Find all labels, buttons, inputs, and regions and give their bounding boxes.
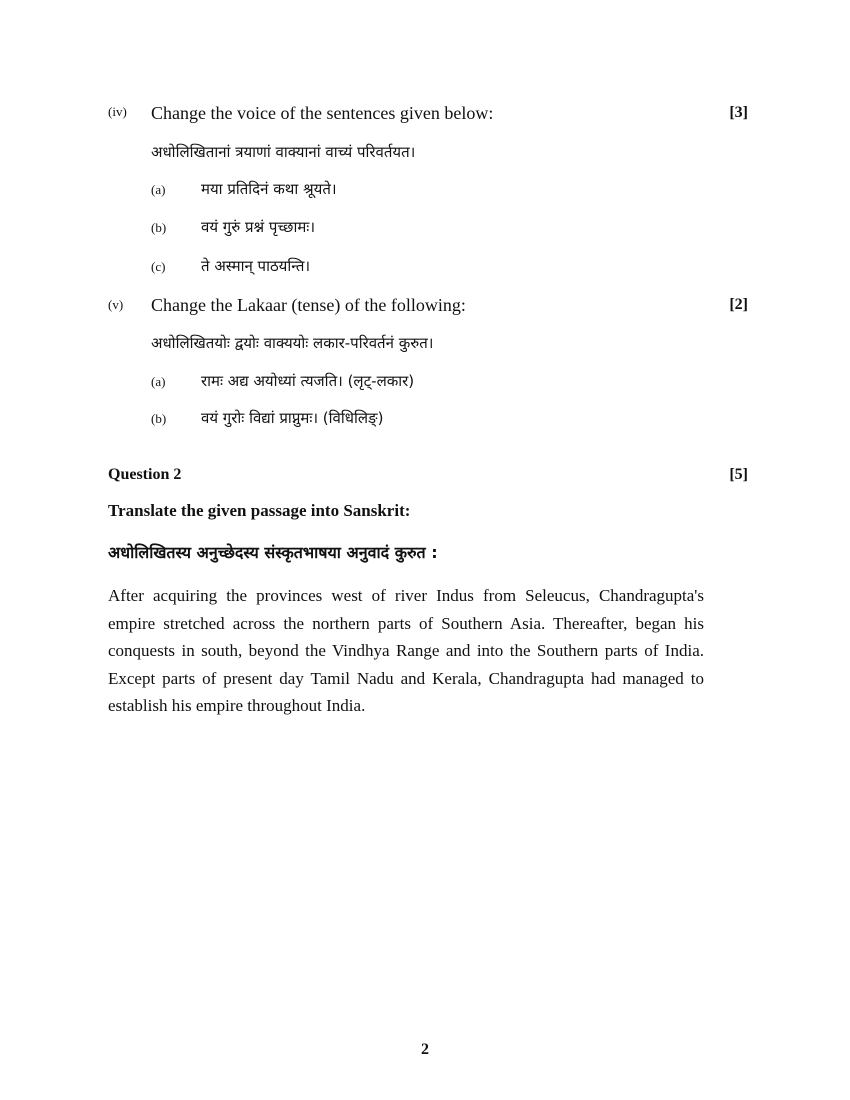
question-iv-marks: [3] — [729, 104, 748, 121]
question-iv-number: (iv) — [108, 104, 127, 119]
translation-passage: After acquiring the provinces west of river Indus from Seleucus, Chandragupta's empire stretched across the northern parts of Southern Asia. Thereafter, began his conquests in south, beyond the Vindhya Range and into the Southern parts of India. Except parts of present day Tamil Nadu and Kerala, Chandragupta had managed to establish his empire throughout India. — [108, 586, 704, 715]
question-v-sanskrit-instruction: अधोलिखितयोः द्वयोः वाक्ययोः लकार-परिवर्तनं कुरुत। — [151, 334, 434, 352]
question-v-item-label: (b) — [151, 411, 167, 426]
question-v-marks: [2] — [729, 296, 748, 313]
question-v-item-text: रामः अद्य अयोध्यां त्यजति। (लृट्-लकार) — [201, 372, 415, 390]
question-iv-stem: Change the voice of the sentences given below: — [151, 103, 494, 123]
question-iv-item-label: (c) — [151, 259, 166, 274]
question-iv-item-label: (a) — [151, 182, 166, 197]
question-v-number: (v) — [108, 297, 124, 312]
question-iv-item-label: (b) — [151, 220, 167, 235]
question-2-heading: Question 2 — [108, 466, 182, 483]
question-v-item-label: (a) — [151, 374, 166, 389]
question-v-item-text: वयं गुरोः विद्यां प्राप्नुमः। (विधिलिङ्) — [201, 409, 384, 427]
page-number: 2 — [421, 1041, 429, 1058]
question-iv-sanskrit-instruction: अधोलिखितानां त्रयाणां वाक्यानां वाच्यं परिवर्तयत। — [151, 143, 416, 161]
question-v-stem: Change the Lakaar (tense) of the following: — [151, 295, 466, 315]
question-2-marks: [5] — [729, 466, 748, 483]
question-iv-item-text: मया प्रतिदिनं कथा श्रूयते। — [201, 180, 337, 198]
question-2-instruction: Translate the given passage into Sanskrit: — [108, 501, 411, 520]
question-2-sanskrit-instruction: अधोलिखितस्य अनुच्छेदस्य संस्कृतभाषया अनुवादं कुरुत : — [108, 543, 438, 562]
question-iv-item-text: वयं गुरुं प्रश्नं पृच्छामः। — [201, 218, 316, 236]
question-iv-item-text: ते अस्मान् पाठयन्ति। — [201, 257, 311, 275]
